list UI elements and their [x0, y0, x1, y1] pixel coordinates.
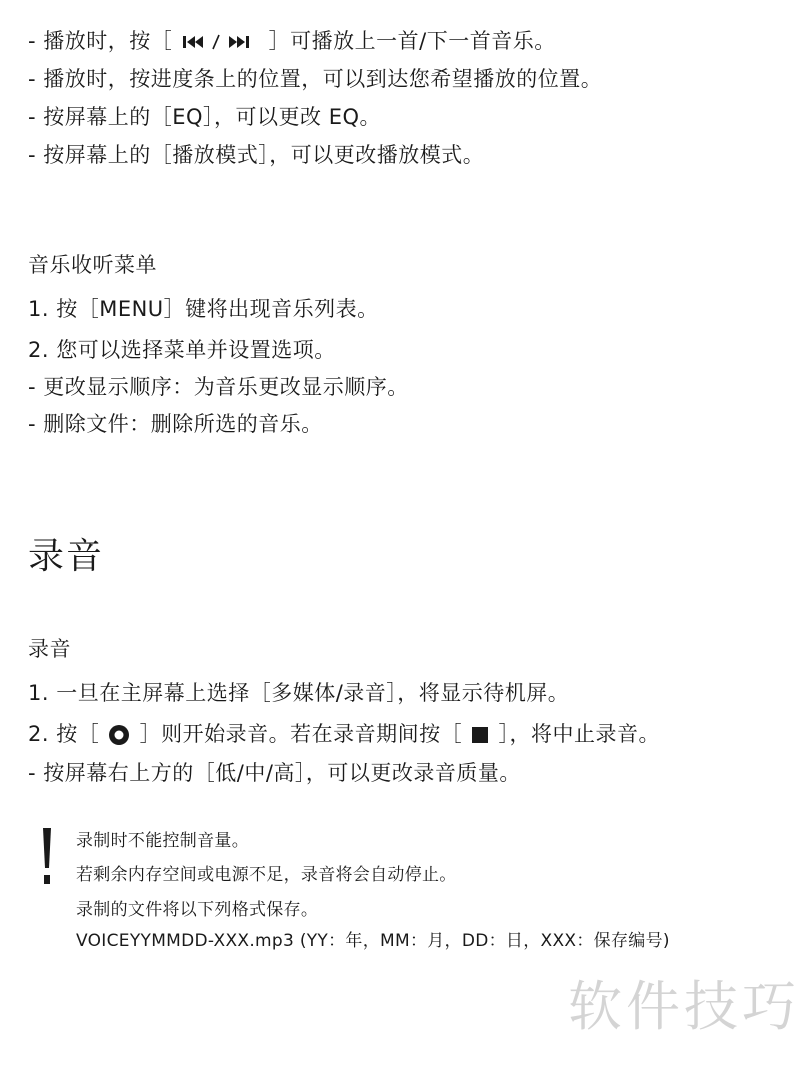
watermark: 软件技巧	[568, 975, 800, 1038]
record-item-2	[28, 721, 660, 747]
prev-next-instruction-pre: - 播放时，按［	[28, 29, 173, 53]
music-menu-item-4: - 删除文件：删除所选的音乐。	[28, 412, 323, 436]
record-item-2-mid: ］则开始录音。若在录音期间按［	[139, 722, 463, 746]
prev-track-bar-icon	[183, 36, 186, 48]
prev-track-tri2-icon	[195, 36, 203, 48]
prev-next-instruction-post: ］可播放上一首/下一首音乐。	[268, 29, 556, 53]
record-item-1: 1. 一旦在主屏幕上选择［多媒体/录音］，将显示待机屏。	[28, 681, 570, 705]
prev-track-tri1-icon	[187, 36, 195, 48]
music-menu-item-2: 2. 您可以选择菜单并设置选项。	[28, 338, 336, 362]
record-item-2-post: ］，将中止录音。	[498, 722, 660, 746]
prev-next-icons	[181, 33, 259, 51]
note-line-4: VOICEYYMMDD-XXX.mp3 (YY：年，MM：月，DD：日，XXX：保存编号)	[76, 931, 670, 951]
music-menu-heading: 音乐收听菜单	[28, 253, 157, 277]
exclamation-icon	[40, 828, 54, 886]
music-menu-item-3: - 更改显示顺序：为音乐更改显示顺序。	[28, 375, 409, 399]
prev-next-instruction	[28, 28, 556, 54]
record-section-title: 录音	[28, 536, 105, 577]
note-line-2: 若剩余内存空间或电源不足，录音将会自动停止。	[76, 865, 457, 885]
next-track-tri2-icon	[237, 36, 245, 48]
note-line-1: 录制时不能控制音量。	[76, 831, 249, 851]
music-menu-item-1: 1. 按［MENU］键将出现音乐列表。	[28, 297, 379, 321]
eq-instruction: - 按屏幕上的［EQ］，可以更改 EQ。	[28, 105, 382, 129]
stop-icon	[471, 726, 489, 744]
record-item-2-pre: 2. 按［	[28, 722, 100, 746]
seek-instruction: - 播放时，按进度条上的位置，可以到达您希望播放的位置。	[28, 67, 603, 91]
note-line-3: 录制的文件将以下列格式保存。	[76, 900, 319, 920]
next-track-tri1-icon	[229, 36, 237, 48]
next-track-bar-icon	[246, 36, 249, 48]
record-item-3: - 按屏幕右上方的［低/中/高］，可以更改录音质量。	[28, 761, 521, 785]
slash-icon	[213, 35, 219, 49]
play-mode-instruction: - 按屏幕上的［播放模式］，可以更改播放模式。	[28, 143, 485, 167]
record-icon	[108, 724, 130, 746]
note-line-4-clip	[0, 930, 800, 951]
record-heading: 录音	[28, 637, 71, 661]
